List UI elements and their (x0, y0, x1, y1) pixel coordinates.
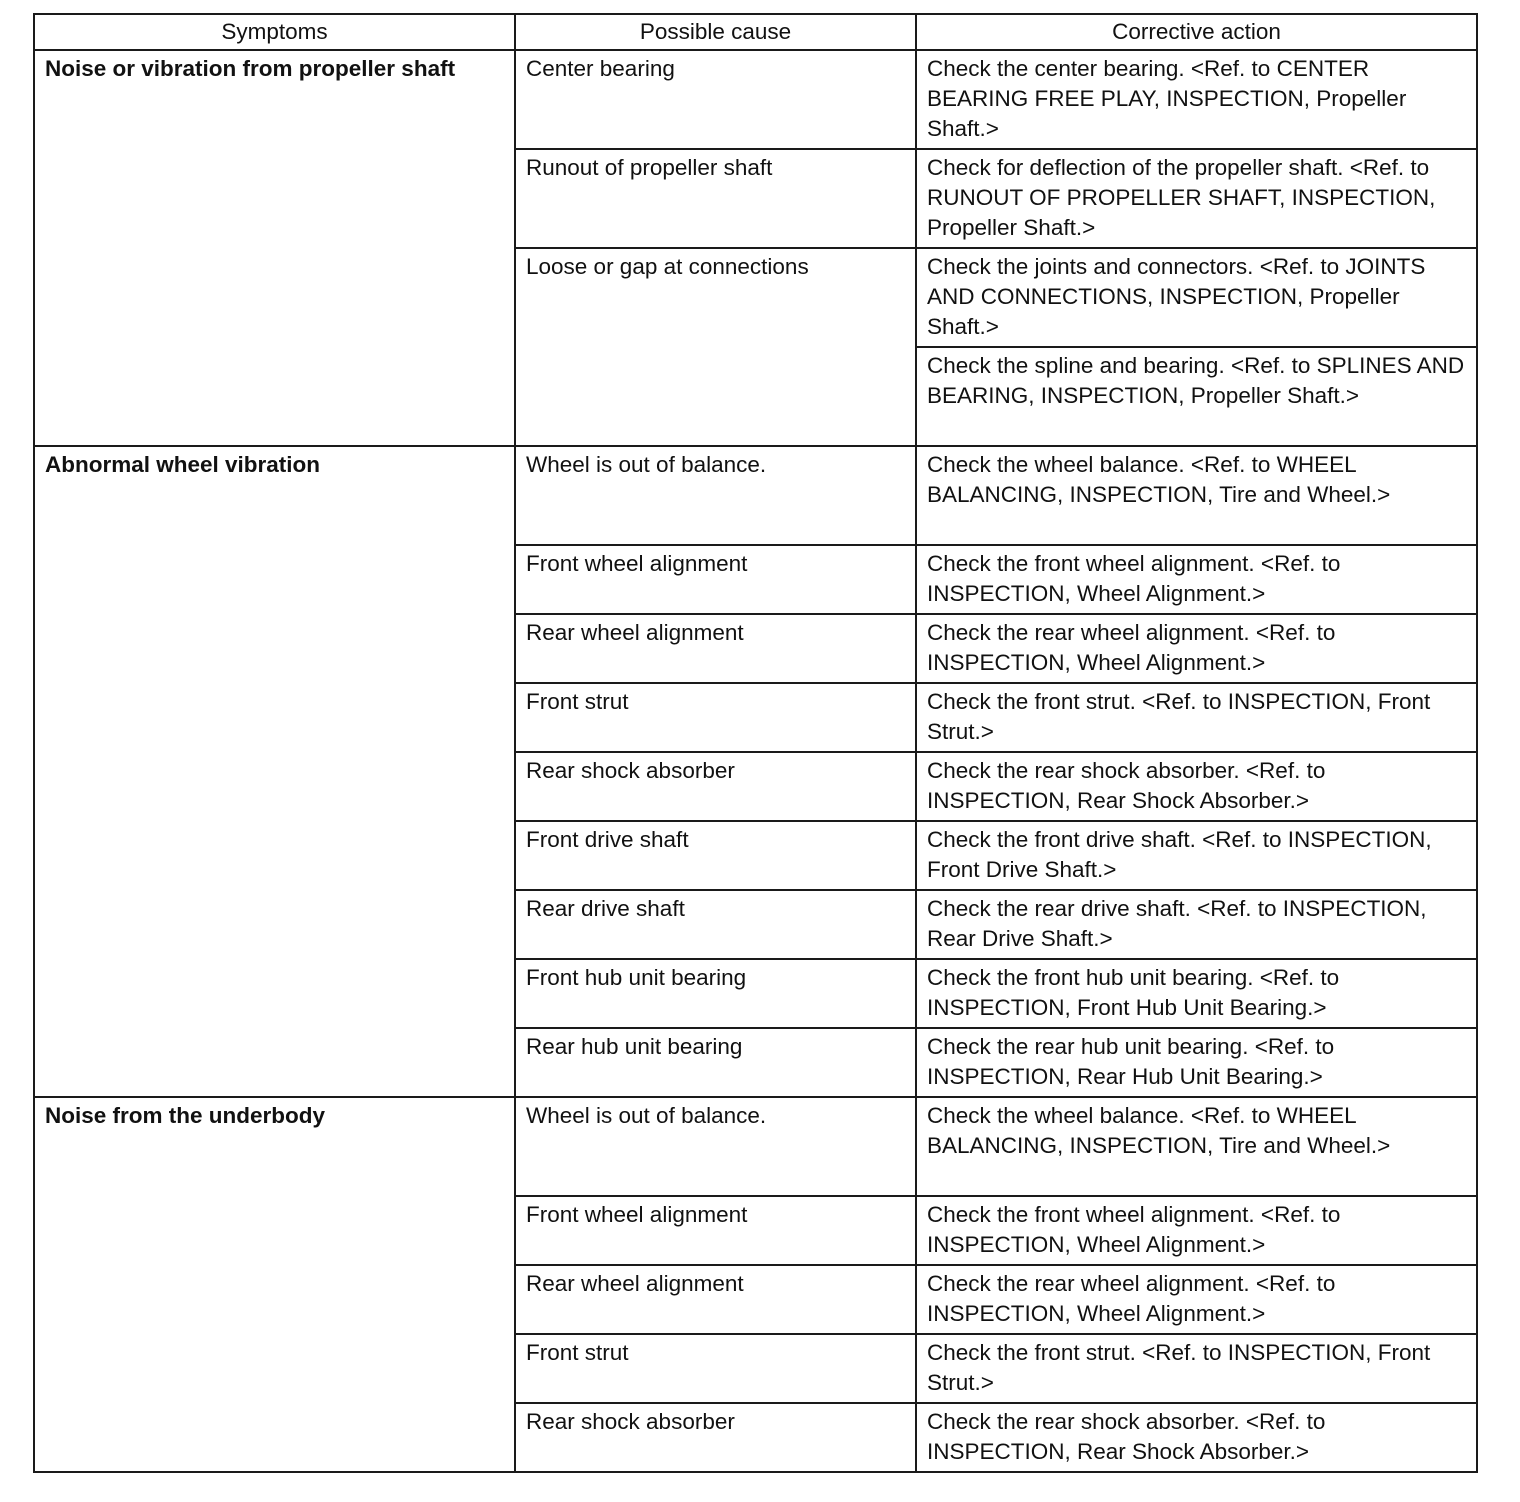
troubleshooting-table (33, 13, 1478, 1473)
cause-cell: Rear shock absorber (515, 752, 916, 821)
cause-cell: Front drive shaft (515, 821, 916, 890)
table-header (34, 14, 1477, 50)
cause-cell: Wheel is out of balance. (515, 446, 916, 545)
action-cell: Check the front drive shaft. <Ref. to INSPECTION, Front Drive Shaft.> (916, 821, 1477, 890)
action-cell: Check the front hub unit bearing. <Ref. to INSPECTION, Front Hub Unit Bearing.> (916, 959, 1477, 1028)
action-cell: Check the center bearing. <Ref. to CENTER BEARING FREE PLAY, INSPECTION, Propeller Shaft.> (916, 50, 1477, 149)
cause-cell: Front strut (515, 1334, 916, 1403)
cause-cell: Rear drive shaft (515, 890, 916, 959)
cause-cell: Front hub unit bearing (515, 959, 916, 1028)
action-cell: Check the front strut. <Ref. to INSPECTION, Front Strut.> (916, 1334, 1477, 1403)
cause-cell: Rear shock absorber (515, 1403, 916, 1472)
action-cell: Check the rear shock absorber. <Ref. to INSPECTION, Rear Shock Absorber.> (916, 1403, 1477, 1472)
table-row (34, 50, 1477, 149)
table-row (34, 446, 1477, 545)
table-body (34, 50, 1477, 1472)
action-cell: Check the front strut. <Ref. to INSPECTION, Front Strut.> (916, 683, 1477, 752)
action-cell: Check the wheel balance. <Ref. to WHEEL BALANCING, INSPECTION, Tire and Wheel.> (916, 446, 1477, 545)
cause-cell: Rear wheel alignment (515, 1265, 916, 1334)
header-possible-cause: Possible cause (515, 14, 916, 50)
cause-cell: Rear hub unit bearing (515, 1028, 916, 1097)
cause-cell: Front wheel alignment (515, 1196, 916, 1265)
action-cell: Check the rear wheel alignment. <Ref. to INSPECTION, Wheel Alignment.> (916, 1265, 1477, 1334)
action-cell: Check the wheel balance. <Ref. to WHEEL BALANCING, INSPECTION, Tire and Wheel.> (916, 1097, 1477, 1196)
symptom-cell: Abnormal wheel vibration (34, 446, 515, 1097)
action-cell: Check the spline and bearing. <Ref. to SPLINES AND BEARING, INSPECTION, Propeller Shaft.> (916, 347, 1477, 446)
cause-cell: Rear wheel alignment (515, 614, 916, 683)
header-symptoms: Symptoms (34, 14, 515, 50)
action-cell: Check the joints and connectors. <Ref. to JOINTS AND CONNECTIONS, INSPECTION, Propeller Shaft.> (916, 248, 1477, 347)
header-row (34, 14, 1477, 50)
cause-cell: Center bearing (515, 50, 916, 149)
action-cell: Check the rear hub unit bearing. <Ref. to INSPECTION, Rear Hub Unit Bearing.> (916, 1028, 1477, 1097)
action-cell: Check for deflection of the propeller shaft. <Ref. to RUNOUT OF PROPELLER SHAFT, INSPECTION, Propeller Shaft.> (916, 149, 1477, 248)
symptom-cell: Noise or vibration from propeller shaft (34, 50, 515, 446)
action-cell: Check the rear drive shaft. <Ref. to INSPECTION, Rear Drive Shaft.> (916, 890, 1477, 959)
cause-cell: Runout of propeller shaft (515, 149, 916, 248)
action-cell: Check the rear shock absorber. <Ref. to INSPECTION, Rear Shock Absorber.> (916, 752, 1477, 821)
action-cell: Check the front wheel alignment. <Ref. to INSPECTION, Wheel Alignment.> (916, 1196, 1477, 1265)
cause-cell: Loose or gap at connections (515, 248, 916, 446)
action-cell: Check the rear wheel alignment. <Ref. to INSPECTION, Wheel Alignment.> (916, 614, 1477, 683)
cause-cell: Wheel is out of balance. (515, 1097, 916, 1196)
header-corrective-action: Corrective action (916, 14, 1477, 50)
cause-cell: Front strut (515, 683, 916, 752)
action-cell: Check the front wheel alignment. <Ref. to INSPECTION, Wheel Alignment.> (916, 545, 1477, 614)
table-row (34, 1097, 1477, 1196)
symptom-cell: Noise from the underbody (34, 1097, 515, 1472)
cause-cell: Front wheel alignment (515, 545, 916, 614)
